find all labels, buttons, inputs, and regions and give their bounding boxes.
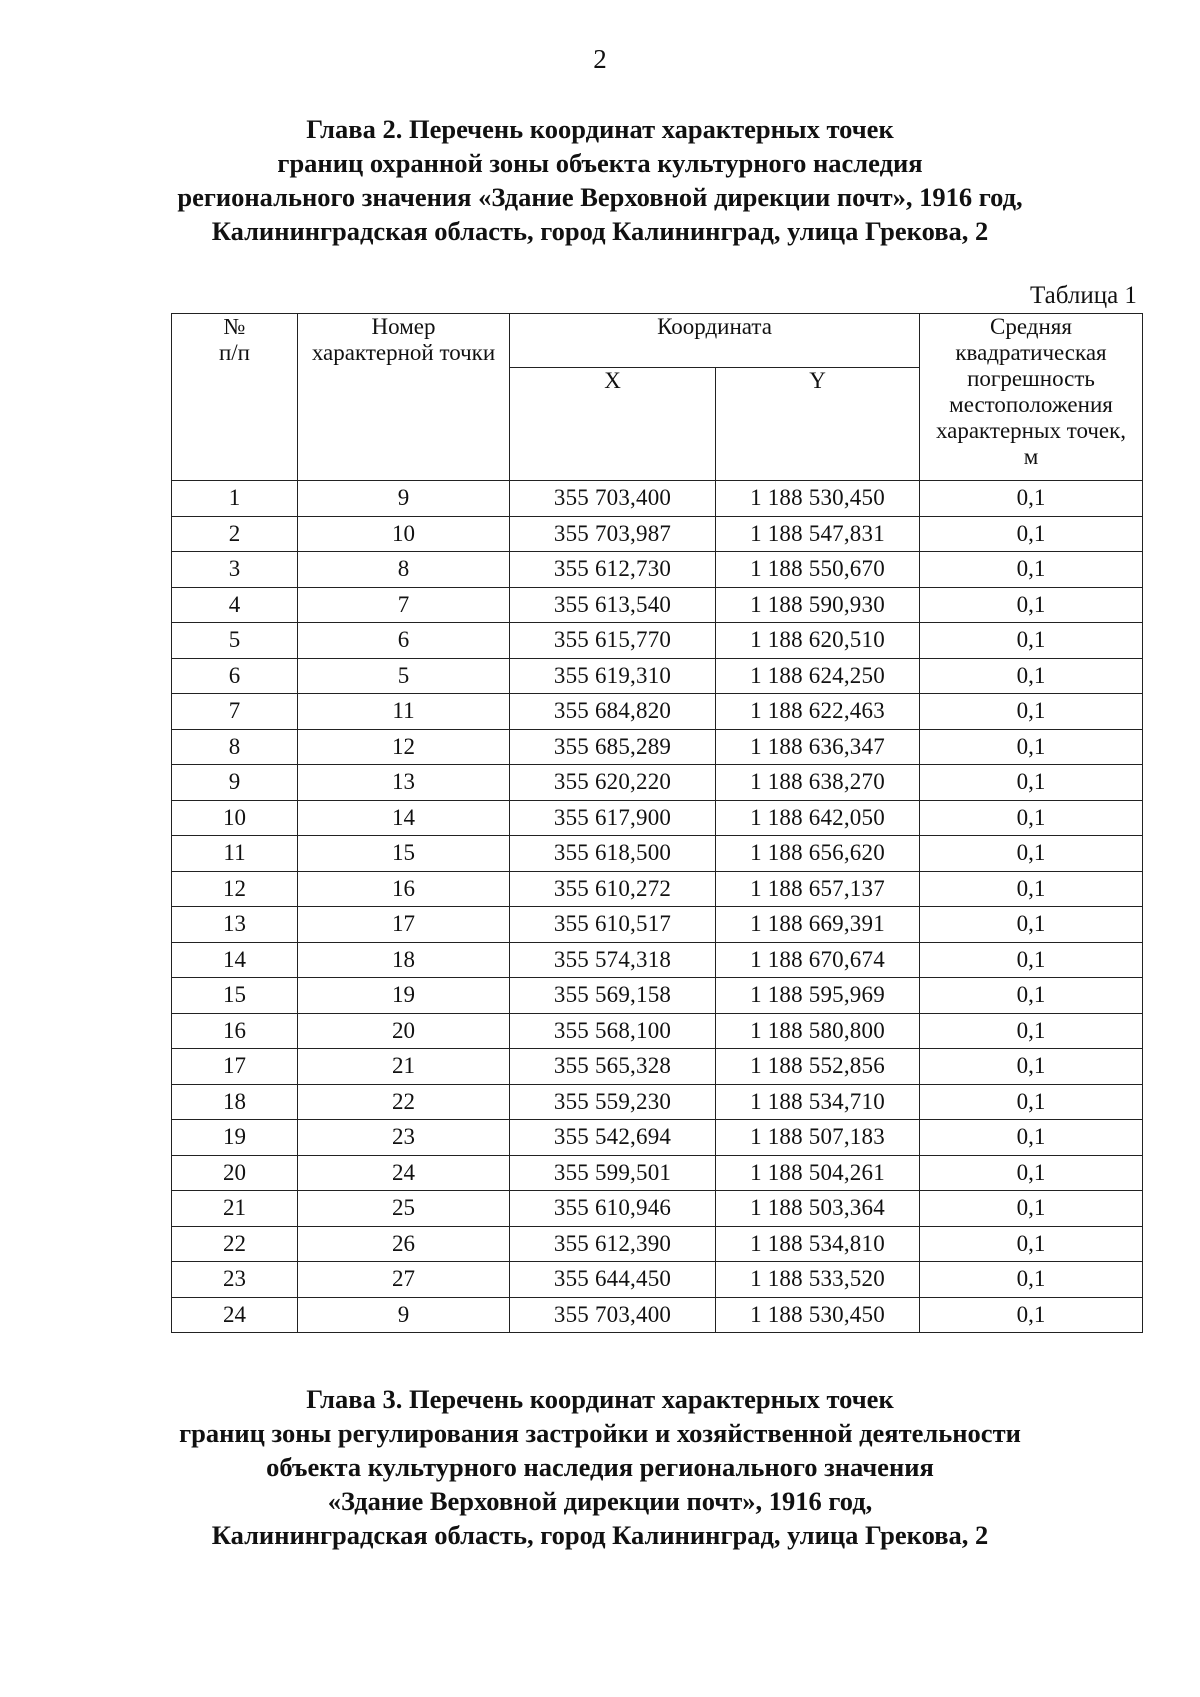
cell-y: 1 188 657,137 bbox=[716, 871, 920, 907]
cell-point-number: 23 bbox=[298, 1120, 510, 1156]
cell-error: 0,1 bbox=[920, 729, 1143, 765]
table-row bbox=[172, 587, 1143, 623]
table-row bbox=[172, 1297, 1143, 1333]
table-row bbox=[172, 481, 1143, 517]
cell-row-number: 4 bbox=[172, 587, 298, 623]
cell-error: 0,1 bbox=[920, 1049, 1143, 1085]
cell-error: 0,1 bbox=[920, 907, 1143, 943]
cell-x: 355 612,390 bbox=[510, 1226, 716, 1262]
table-row bbox=[172, 1013, 1143, 1049]
cell-x: 355 574,318 bbox=[510, 942, 716, 978]
cell-row-number: 15 bbox=[172, 978, 298, 1014]
cell-row-number: 2 bbox=[172, 516, 298, 552]
cell-point-number: 24 bbox=[298, 1155, 510, 1191]
header-point-number bbox=[298, 314, 510, 481]
page-number: 2 bbox=[593, 44, 607, 74]
cell-x: 355 703,987 bbox=[510, 516, 716, 552]
cell-y: 1 188 507,183 bbox=[716, 1120, 920, 1156]
cell-y: 1 188 550,670 bbox=[716, 552, 920, 588]
cell-x: 355 559,230 bbox=[510, 1084, 716, 1120]
cell-y: 1 188 530,450 bbox=[716, 481, 920, 517]
cell-point-number: 7 bbox=[298, 587, 510, 623]
table-row bbox=[172, 694, 1143, 730]
chapter-3-heading-line: объекта культурного наследия регионального значения bbox=[266, 1452, 934, 1482]
cell-row-number: 20 bbox=[172, 1155, 298, 1191]
table-row bbox=[172, 942, 1143, 978]
cell-x: 355 620,220 bbox=[510, 765, 716, 801]
chapter-3-heading-line: границ зоны регулирования застройки и хозяйственной деятельности bbox=[179, 1418, 1021, 1448]
coordinates-table bbox=[171, 313, 1143, 1333]
chapter-2-heading-line: границ охранной зоны объекта культурного наследия bbox=[277, 148, 923, 178]
cell-row-number: 5 bbox=[172, 623, 298, 659]
cell-row-number: 19 bbox=[172, 1120, 298, 1156]
header-number bbox=[172, 314, 298, 481]
cell-y: 1 188 642,050 bbox=[716, 800, 920, 836]
cell-y: 1 188 669,391 bbox=[716, 907, 920, 943]
cell-error: 0,1 bbox=[920, 1262, 1143, 1298]
cell-point-number: 8 bbox=[298, 552, 510, 588]
header-point-line: Номер bbox=[371, 314, 436, 339]
table-row bbox=[172, 1226, 1143, 1262]
cell-point-number: 10 bbox=[298, 516, 510, 552]
cell-point-number: 21 bbox=[298, 1049, 510, 1085]
cell-row-number: 16 bbox=[172, 1013, 298, 1049]
cell-y: 1 188 670,674 bbox=[716, 942, 920, 978]
cell-error: 0,1 bbox=[920, 481, 1143, 517]
header-error-line: погрешность bbox=[967, 366, 1095, 391]
cell-y: 1 188 622,463 bbox=[716, 694, 920, 730]
table-row bbox=[172, 1049, 1143, 1085]
cell-x: 355 610,272 bbox=[510, 871, 716, 907]
cell-point-number: 12 bbox=[298, 729, 510, 765]
header-error-line: характерных точек, bbox=[935, 418, 1127, 443]
table-row bbox=[172, 658, 1143, 694]
cell-row-number: 23 bbox=[172, 1262, 298, 1298]
header-number-line: п/п bbox=[218, 340, 250, 365]
cell-y: 1 188 534,710 bbox=[716, 1084, 920, 1120]
table-row bbox=[172, 1120, 1143, 1156]
cell-row-number: 22 bbox=[172, 1226, 298, 1262]
cell-row-number: 24 bbox=[172, 1297, 298, 1333]
cell-y: 1 188 547,831 bbox=[716, 516, 920, 552]
cell-x: 355 565,328 bbox=[510, 1049, 716, 1085]
cell-row-number: 3 bbox=[172, 552, 298, 588]
cell-y: 1 188 636,347 bbox=[716, 729, 920, 765]
cell-row-number: 13 bbox=[172, 907, 298, 943]
chapter-2-heading bbox=[0, 112, 1200, 248]
cell-y: 1 188 530,450 bbox=[716, 1297, 920, 1333]
table-row bbox=[172, 1155, 1143, 1191]
cell-error: 0,1 bbox=[920, 694, 1143, 730]
cell-error: 0,1 bbox=[920, 1084, 1143, 1120]
cell-row-number: 12 bbox=[172, 871, 298, 907]
header-coordinate: Координата bbox=[510, 314, 920, 368]
cell-x: 355 615,770 bbox=[510, 623, 716, 659]
cell-row-number: 18 bbox=[172, 1084, 298, 1120]
cell-error: 0,1 bbox=[920, 1226, 1143, 1262]
header-error-line: м bbox=[1023, 444, 1039, 469]
table-row bbox=[172, 516, 1143, 552]
table-row bbox=[172, 800, 1143, 836]
cell-error: 0,1 bbox=[920, 836, 1143, 872]
cell-y: 1 188 595,969 bbox=[716, 978, 920, 1014]
cell-y: 1 188 552,856 bbox=[716, 1049, 920, 1085]
chapter-3-heading-line: Калининградская область, город Калининград, улица Грекова, 2 bbox=[211, 1520, 989, 1550]
chapter-3-heading bbox=[0, 1382, 1200, 1552]
cell-error: 0,1 bbox=[920, 552, 1143, 588]
table-row bbox=[172, 1262, 1143, 1298]
table-row bbox=[172, 765, 1143, 801]
cell-error: 0,1 bbox=[920, 1120, 1143, 1156]
chapter-2-heading-line: Глава 2. Перечень координат характерных точек bbox=[306, 114, 894, 144]
table-row bbox=[172, 907, 1143, 943]
cell-row-number: 21 bbox=[172, 1191, 298, 1227]
header-x: X bbox=[510, 368, 716, 481]
cell-point-number: 25 bbox=[298, 1191, 510, 1227]
cell-error: 0,1 bbox=[920, 1297, 1143, 1333]
chapter-2-heading-line: регионального значения «Здание Верховной дирекции почт», 1916 год, bbox=[177, 182, 1023, 212]
cell-x: 355 612,730 bbox=[510, 552, 716, 588]
cell-error: 0,1 bbox=[920, 942, 1143, 978]
cell-error: 0,1 bbox=[920, 1191, 1143, 1227]
cell-point-number: 9 bbox=[298, 1297, 510, 1333]
header-number-line: № bbox=[223, 314, 246, 339]
chapter-3-heading-line: «Здание Верховной дирекции почт», 1916 год, bbox=[327, 1486, 873, 1516]
cell-point-number: 15 bbox=[298, 836, 510, 872]
header-point-line: характерной точки bbox=[311, 340, 496, 365]
chapter-3-heading-line: Глава 3. Перечень координат характерных точек bbox=[306, 1384, 894, 1414]
cell-x: 355 599,501 bbox=[510, 1155, 716, 1191]
table-row bbox=[172, 1191, 1143, 1227]
header-mean-square-error bbox=[920, 314, 1143, 481]
cell-y: 1 188 503,364 bbox=[716, 1191, 920, 1227]
cell-point-number: 27 bbox=[298, 1262, 510, 1298]
cell-y: 1 188 620,510 bbox=[716, 623, 920, 659]
cell-x: 355 703,400 bbox=[510, 481, 716, 517]
table-row bbox=[172, 836, 1143, 872]
cell-row-number: 9 bbox=[172, 765, 298, 801]
table-row bbox=[172, 623, 1143, 659]
cell-point-number: 26 bbox=[298, 1226, 510, 1262]
cell-error: 0,1 bbox=[920, 587, 1143, 623]
cell-y: 1 188 533,520 bbox=[716, 1262, 920, 1298]
cell-x: 355 619,310 bbox=[510, 658, 716, 694]
cell-point-number: 6 bbox=[298, 623, 510, 659]
table-label: Таблица 1 bbox=[1030, 282, 1137, 309]
cell-x: 355 703,400 bbox=[510, 1297, 716, 1333]
cell-row-number: 8 bbox=[172, 729, 298, 765]
cell-y: 1 188 624,250 bbox=[716, 658, 920, 694]
cell-point-number: 16 bbox=[298, 871, 510, 907]
table-row bbox=[172, 978, 1143, 1014]
chapter-2-heading-line: Калининградская область, город Калининград, улица Грекова, 2 bbox=[211, 216, 989, 246]
cell-row-number: 14 bbox=[172, 942, 298, 978]
cell-y: 1 188 580,800 bbox=[716, 1013, 920, 1049]
cell-error: 0,1 bbox=[920, 765, 1143, 801]
cell-error: 0,1 bbox=[920, 871, 1143, 907]
header-error-line: квадратическая bbox=[955, 340, 1107, 365]
cell-point-number: 20 bbox=[298, 1013, 510, 1049]
cell-row-number: 6 bbox=[172, 658, 298, 694]
cell-error: 0,1 bbox=[920, 623, 1143, 659]
cell-point-number: 14 bbox=[298, 800, 510, 836]
table-row bbox=[172, 871, 1143, 907]
cell-error: 0,1 bbox=[920, 978, 1143, 1014]
cell-row-number: 17 bbox=[172, 1049, 298, 1085]
cell-row-number: 1 bbox=[172, 481, 298, 517]
cell-error: 0,1 bbox=[920, 1155, 1143, 1191]
header-error-line: местоположения bbox=[949, 392, 1113, 417]
cell-x: 355 610,946 bbox=[510, 1191, 716, 1227]
cell-x: 355 613,540 bbox=[510, 587, 716, 623]
cell-point-number: 9 bbox=[298, 481, 510, 517]
header-error-line: Средняя bbox=[990, 314, 1072, 339]
header-y: Y bbox=[716, 368, 920, 481]
cell-x: 355 617,900 bbox=[510, 800, 716, 836]
table-body bbox=[172, 481, 1143, 1333]
cell-x: 355 568,100 bbox=[510, 1013, 716, 1049]
cell-y: 1 188 504,261 bbox=[716, 1155, 920, 1191]
cell-x: 355 542,694 bbox=[510, 1120, 716, 1156]
cell-row-number: 7 bbox=[172, 694, 298, 730]
cell-point-number: 13 bbox=[298, 765, 510, 801]
cell-point-number: 18 bbox=[298, 942, 510, 978]
cell-x: 355 685,289 bbox=[510, 729, 716, 765]
cell-x: 355 569,158 bbox=[510, 978, 716, 1014]
table-row bbox=[172, 1084, 1143, 1120]
cell-point-number: 17 bbox=[298, 907, 510, 943]
table-row bbox=[172, 552, 1143, 588]
cell-error: 0,1 bbox=[920, 800, 1143, 836]
cell-error: 0,1 bbox=[920, 516, 1143, 552]
cell-row-number: 10 bbox=[172, 800, 298, 836]
cell-point-number: 11 bbox=[298, 694, 510, 730]
cell-x: 355 618,500 bbox=[510, 836, 716, 872]
cell-y: 1 188 638,270 bbox=[716, 765, 920, 801]
cell-error: 0,1 bbox=[920, 658, 1143, 694]
cell-x: 355 644,450 bbox=[510, 1262, 716, 1298]
cell-y: 1 188 534,810 bbox=[716, 1226, 920, 1262]
cell-x: 355 684,820 bbox=[510, 694, 716, 730]
cell-row-number: 11 bbox=[172, 836, 298, 872]
cell-point-number: 5 bbox=[298, 658, 510, 694]
cell-point-number: 19 bbox=[298, 978, 510, 1014]
cell-y: 1 188 590,930 bbox=[716, 587, 920, 623]
table-row bbox=[172, 729, 1143, 765]
cell-error: 0,1 bbox=[920, 1013, 1143, 1049]
cell-x: 355 610,517 bbox=[510, 907, 716, 943]
cell-y: 1 188 656,620 bbox=[716, 836, 920, 872]
cell-point-number: 22 bbox=[298, 1084, 510, 1120]
